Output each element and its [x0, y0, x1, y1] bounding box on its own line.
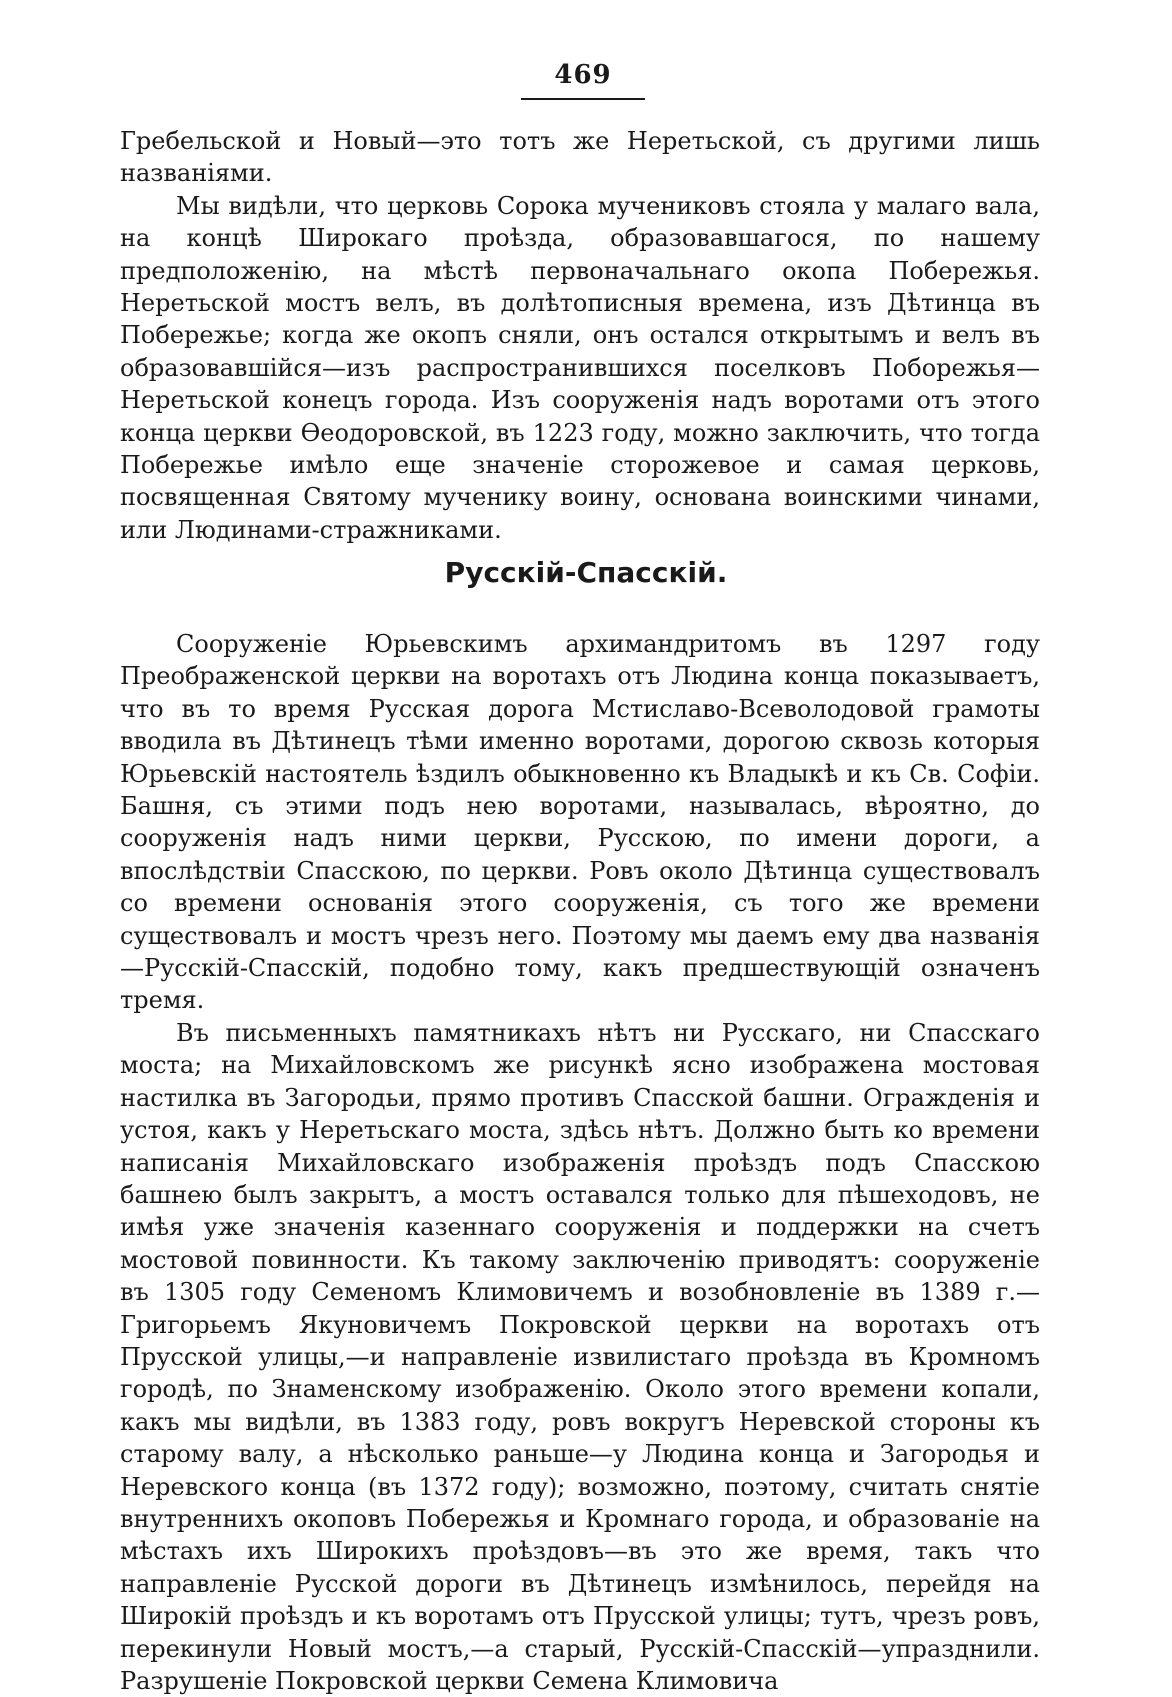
section-heading: Русскій-Спасскій. — [444, 556, 728, 589]
paragraph: Въ письменныхъ памятникахъ нѣтъ ни Русскаго, ни Спасскаго моста; на Михайловскомъ же рисункѣ ясно изображена мостовая настилка въ Загородьи, прямо противъ Спасской башни. Огражденія и устоя, какъ у Неретьскаго моста, здѣсь нѣтъ. Должно быть ко времени написанія Михайловскаго изображенія проѣздъ подъ Спасскою башнею былъ закрытъ, а мостъ оставался только для пѣшеходовъ, не имѣя уже значенія казеннаго сооруженія и поддержки на счетъ мостовой повинности. Къ такому заключенію приводятъ: сооруженіе въ 1305 году Семеномъ Климовичемъ и возобновленіе въ 1389 г.—Григорьемъ Якуновичемъ Покровской церкви на воротахъ отъ Прусской улицы,—и направленіе извилистаго проѣзда въ Кромномъ городѣ, по Знаменскому изображенію. Около этого времени копали, какъ мы видѣли, въ 1383 году, ровъ вокругъ Неревской стороны къ старому валу, а нѣсколько раньше—у Людина конца и Загородья и Неревского конца (въ 1372 году); возможно, поэтому, считать снятіе внутреннихъ окоповъ Побережья и Кромнаго города, и образованіе на мѣстахъ ихъ Широкихъ проѣздовъ—въ это же время, такъ что направленіе Русской дороги въ Дѣтинецъ измѣнилось, перейдя на Широкій проѣздъ и къ воротамъ отъ Прусской улицы; тутъ, чрезъ ровъ, перекинули Новый мостъ,—а старый, Русскій-Спасскій—упразднили. Разрушеніе Покровской церкви Семена Климовича — [120, 1018, 1040, 1695]
page-number-rule — [521, 98, 645, 100]
text-block-bottom — [120, 628, 1040, 1697]
paragraph: Сооруженіе Юрьевскимъ архимандритомъ въ 1297 году Преображенской церкви на воротахъ отъ Людина конца показываетъ, что въ то время Русская дорога Мстиславо-Всеволодовой грамоты вводила въ Дѣтинецъ тѣми именно воротами, дорогою сквозь которыя Юрьевскій настоятель ѣздилъ обыкновенно къ Владыкѣ и къ Св. Софіи. Башня, съ этими подъ нею воротами, называлась, вѣроятно, до сооруженія надъ ними церкви, Русскою, по имени дороги, а впослѣдствіи Спасскою, по церкви. Ровъ около Дѣтинца существовалъ со времени основанія этого сооруженія, съ того же времени существовалъ и мостъ чрезъ него. Поэтому мы даемъ ему два названія—Русскій-Спасскій, подобно тому, какъ предшествующій означенъ тремя. — [120, 630, 1040, 1015]
paragraph: Мы видѣли, что церковь Сорока мучениковъ стояла у малаго вала, на концѣ Широкаго проѣзда, образовавшагося, по нашему предположенію, на мѣстѣ первоначальнаго окопа Побережья. Неретьской мостъ велъ, въ долѣтописныя времена, изъ Дѣтинца въ Побережье; когда же окопъ сняли, онъ остался открытымъ и велъ въ образовавшійся—изъ распространившихся поселковъ Поборежья—Неретьской конецъ города. Изъ сооруженія надъ воротами отъ этого конца церкви Ѳеодоровской, въ 1223 году, можно заключить, что тогда Побережье имѣло еще значеніе сторожевое и самая церковь, посвященная Святому мученику воину, основана воинскими чинами, или Людинами-стражниками. — [120, 191, 1040, 544]
page-number: 469 — [554, 60, 612, 90]
text-block-top — [120, 125, 1040, 546]
paragraph: Гребельской и Новый—это тотъ же Неретьской, съ другими лишь названіями. — [120, 127, 1040, 188]
